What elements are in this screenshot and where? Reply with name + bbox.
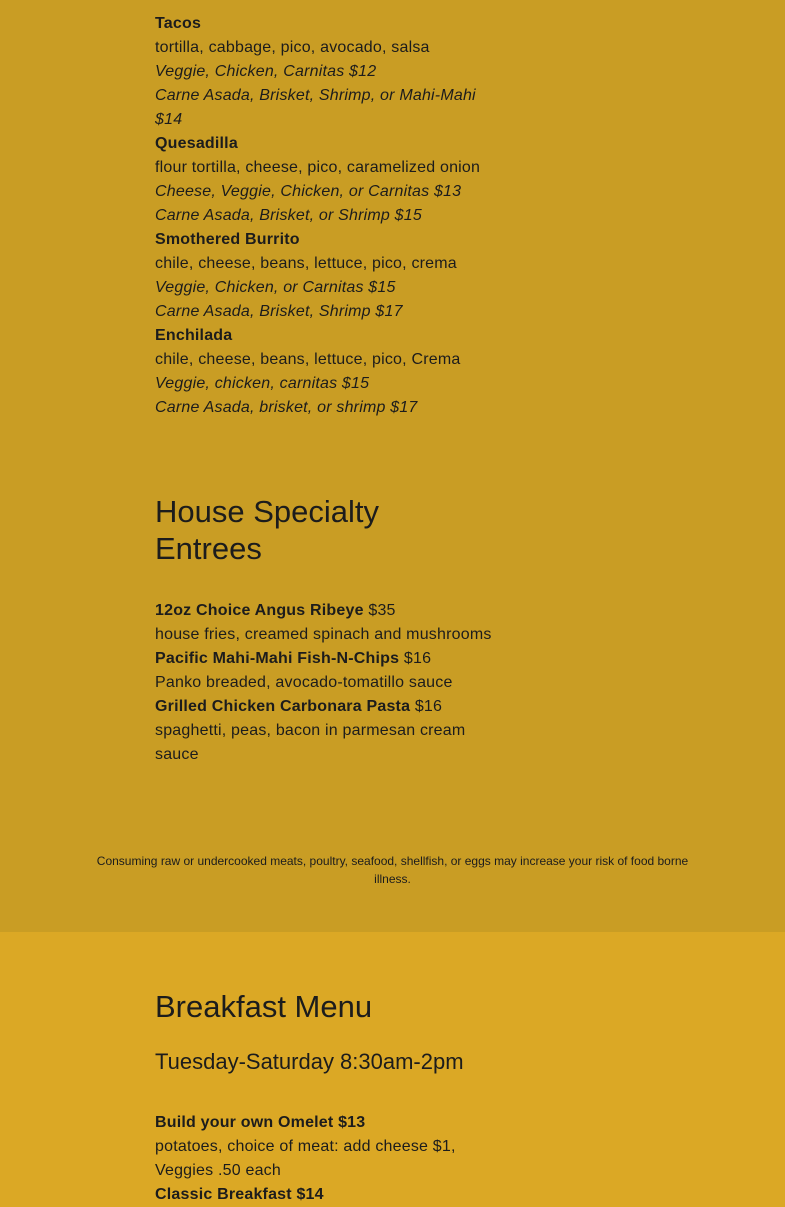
breakfast-item-description: potatoes, choice of meat: add cheese $1, Veggies .50 each (155, 1138, 456, 1179)
menu-item-name: Quesadilla (155, 135, 238, 152)
menu-item-price-option: Veggie, Chicken, Carnitas $12 (155, 63, 377, 80)
specialty-item (155, 599, 500, 623)
menu-item-price-option: Carne Asada, Brisket, Shrimp, or Mahi-Mahi $14 (155, 87, 476, 128)
breakfast-item-name: Classic Breakfast $14 (155, 1186, 324, 1203)
breakfast-items-list (155, 1111, 500, 1207)
specialty-item-name: 12oz Choice Angus Ribeye (155, 602, 364, 619)
menu-item-price-option: Carne Asada, Brisket, or Shrimp $15 (155, 207, 422, 224)
specialty-items-list (155, 599, 500, 767)
specialty-item-price: $16 (399, 650, 432, 667)
specialty-item-name: Grilled Chicken Carbonara Pasta (155, 698, 411, 715)
menu-item-description: tortilla, cabbage, pico, avocado, salsa (155, 39, 430, 56)
menu-item-name: Enchilada (155, 327, 233, 344)
food-safety-disclaimer: Consuming raw or undercooked meats, poultry, seafood, shellfish, or eggs may increase your risk of food borne illness. (96, 854, 689, 886)
breakfast-heading: Breakfast Menu (155, 989, 373, 1024)
lunch-items-list (155, 12, 500, 420)
menu-item-price-option: Carne Asada, brisket, or shrimp $17 (155, 399, 418, 416)
menu-item-description: chile, cheese, beans, lettuce, pico, crema (155, 255, 457, 272)
specialty-item (155, 647, 500, 671)
menu-item-name: Tacos (155, 15, 202, 32)
breakfast-hours: Tuesday-Saturday 8:30am-2pm (155, 1049, 464, 1074)
specialty-item-description: Panko breaded, avocado-tomatillo sauce (155, 674, 453, 691)
menu-item-price-option: Carne Asada, Brisket, Shrimp $17 (155, 303, 403, 320)
specialty-item-price: $35 (363, 602, 396, 619)
menu-item-name: Smothered Burrito (155, 231, 300, 248)
specialty-item-description: house fries, creamed spinach and mushrooms (155, 626, 492, 643)
menu-item-description: chile, cheese, beans, lettuce, pico, Crema (155, 351, 461, 368)
menu-item-price-option: Cheese, Veggie, Chicken, or Carnitas $13 (155, 183, 462, 200)
menu-item-description: flour tortilla, cheese, pico, caramelized onion (155, 159, 481, 176)
breakfast-header (155, 988, 500, 1025)
menu-item-price-option: Veggie, Chicken, or Carnitas $15 (155, 279, 396, 296)
specialty-item-name: Pacific Mahi-Mahi Fish-N-Chips (155, 650, 400, 667)
specialty-item-description: spaghetti, peas, bacon in parmesan cream sauce (155, 722, 466, 763)
specialty-heading: House Specialty Entrees (155, 494, 380, 566)
breakfast-hours-block (155, 1048, 475, 1076)
breakfast-section (0, 932, 785, 1204)
menu-item-price-option: Veggie, chicken, carnitas $15 (155, 375, 370, 392)
specialty-item-price: $16 (410, 698, 443, 715)
specialty-item (155, 695, 500, 719)
breakfast-item-name: Build your own Omelet $13 (155, 1114, 366, 1131)
specialty-section (155, 493, 500, 567)
